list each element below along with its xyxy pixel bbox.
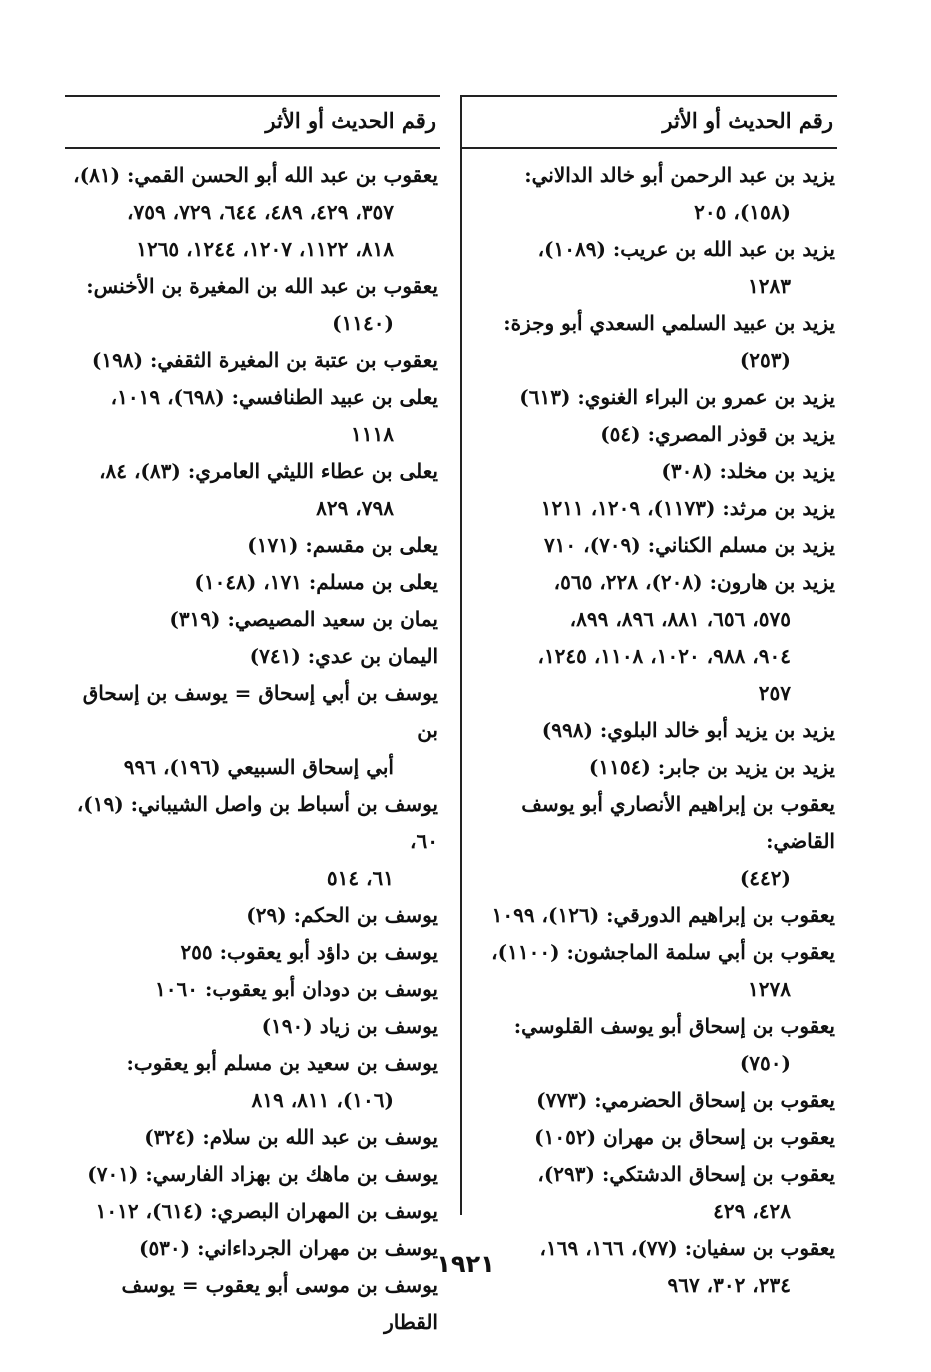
index-entry <box>65 527 440 564</box>
index-entry <box>65 453 440 527</box>
entry-line: يعقوب بن أبي سلمة الماجشون: (١١٠٠)، <box>491 940 835 964</box>
entry-continuation: أبي إسحاق السبيعي (١٩٦)، ٩٩٦ <box>123 755 394 779</box>
entry-line: يوسف بن الحكم: (٢٩) <box>246 903 438 927</box>
index-entry <box>462 490 837 527</box>
index-entry <box>462 897 837 934</box>
entry-continuation: ٧٩٨، ٨٢٩ <box>316 496 394 520</box>
entry-continuation: (٢٥٣) <box>739 348 791 372</box>
entry-line: اليمان بن عدي: (٧٤١) <box>249 644 438 668</box>
entry-line: يعقوب بن عبد الله أبو الحسن القمي: (٨١)، <box>73 163 438 187</box>
entry-line: يزيد بن عبد الرحمن أبو خالد الدالاني: <box>524 163 835 187</box>
entry-line: يعقوب بن إبراهيم الأنصاري أبو يوسف القاضي: <box>521 792 835 853</box>
entry-continuation: ١٢٧٨ <box>748 977 791 1001</box>
entry-continuation: (١٥٨)، ٢٠٥ <box>694 200 791 224</box>
index-entry <box>65 638 440 675</box>
entry-line: يعقوب بن إسحاق أبو يوسف القلوسي: <box>513 1014 835 1038</box>
index-entry <box>65 675 440 786</box>
entry-line: يزيد بن مخلد: (٣٠٨) <box>661 459 835 483</box>
entry-line: يوسف بن داؤد أبو يعقوب: ٢٥٥ <box>180 940 438 964</box>
index-entry <box>65 1045 440 1119</box>
index-entry <box>462 1119 837 1156</box>
index-entry <box>65 1267 440 1341</box>
index-column-right <box>462 95 837 1304</box>
entry-continuation: ٢٥٧ <box>758 681 791 705</box>
entry-line: يوسف بن المهران البصري: (٦١٤)، ١٠١٢ <box>95 1199 438 1223</box>
index-entry <box>462 749 837 786</box>
index-entry <box>462 564 837 712</box>
entry-continuation: ٤٢٨، ٤٢٩ <box>713 1199 791 1223</box>
entry-line: يزيد بن عبيد السلمي السعدي أبو وجزة: <box>503 311 835 335</box>
column-header: رقم الحديث أو الأثر <box>462 95 837 149</box>
entry-line: يوسف بن مهران الجرداءاني: (٥٣٠) <box>138 1236 438 1260</box>
entry-line: يوسف بن أسباط بن واصل الشيباني: (١٩)، ٦٠، <box>76 792 438 853</box>
entry-line: يزيد بن عمرو بن البراء الغنوي: (٦١٣) <box>519 385 835 409</box>
index-entry <box>65 971 440 1008</box>
index-entry <box>65 601 440 638</box>
entry-line: يعقوب بن إسحاق الحضرمي: (٧٧٣) <box>536 1088 835 1112</box>
index-entry <box>65 1008 440 1045</box>
entry-continuation: ٦١، ٥١٤ <box>326 866 394 890</box>
entry-line: يزيد بن مسلم الكناني: (٧٠٩)، ٧١٠ <box>543 533 835 557</box>
index-entry <box>65 1156 440 1193</box>
entry-line: يعقوب بن سفيان: (٧٧)، ١٦٦، ١٦٩، <box>539 1236 835 1260</box>
entry-line: يعلى بن عطاء الليثي العامري: (٨٣)، ٨٤، <box>99 459 438 483</box>
index-entry <box>462 379 837 416</box>
index-entry <box>462 416 837 453</box>
index-entry <box>65 379 440 453</box>
entry-line: يزيد بن عبد الله بن عريب: (١٠٨٩)، <box>537 237 835 261</box>
entry-line: يعقوب بن إسحاق الدشتكي: (٢٩٣)، <box>537 1162 835 1186</box>
index-entry <box>65 897 440 934</box>
entry-line: يوسف بن أبي إسحاق = يوسف بن إسحاق بن <box>82 681 438 742</box>
entry-continuation: ٩٠٤، ٩٨٨، ١٠٢٠، ١١٠٨، ١٢٤٥، <box>537 644 791 668</box>
entry-line: يعقوب بن عبد الله بن المغيرة بن الأخنس: <box>86 274 438 298</box>
entry-line: يزيد بن هارون: (٢٠٨)، ٢٢٨، ٥٦٥، <box>553 570 835 594</box>
index-entry <box>462 453 837 490</box>
entry-line: يوسف بن زياد (١٩٠) <box>261 1014 438 1038</box>
entry-continuation: ٥٧٥، ٦٥٦، ٨٨١، ٨٩٦، ٨٩٩، <box>569 607 791 631</box>
index-entry <box>65 934 440 971</box>
entry-line: يزيد بن يزيد أبو خالد البلوي: (٩٩٨) <box>541 718 835 742</box>
column-header: رقم الحديث أو الأثر <box>65 95 440 149</box>
entry-continuation: (٤٤٢) <box>739 866 791 890</box>
index-entry <box>65 342 440 379</box>
index-entry <box>462 712 837 749</box>
index-entry <box>65 268 440 342</box>
entry-line: يعلى بن مسلم: ١٧١، (١٠٤٨) <box>194 570 438 594</box>
entry-continuation: ١١١٨ <box>351 422 394 446</box>
entry-line: يعلى بن عبيد الطنافسي: (٦٩٨)، ١٠١٩، <box>110 385 438 409</box>
entry-list <box>462 149 837 1304</box>
page-number: ١٩٢١ <box>436 1250 495 1278</box>
index-entry <box>462 1156 837 1230</box>
entry-continuation: (١٠٦)، ٨١١، ٨١٩ <box>251 1088 394 1112</box>
entry-continuation: (٧٥٠) <box>739 1051 791 1075</box>
index-entry <box>65 1193 440 1230</box>
index-entry <box>65 1119 440 1156</box>
index-entry <box>462 1082 837 1119</box>
index-entry <box>462 305 837 379</box>
entry-list <box>65 149 440 1341</box>
entry-line: يمان بن سعيد المصيصي: (٣١٩) <box>169 607 438 631</box>
index-entry <box>462 1008 837 1082</box>
entry-line: يزيد بن يزيد بن جابر: (١١٥٤) <box>588 755 835 779</box>
entry-line: يوسف بن عبد الله بن سلام: (٣٢٤) <box>144 1125 438 1149</box>
entry-line: يزيد بن قوذر المصري: (٥٤) <box>600 422 835 446</box>
index-entry <box>65 786 440 897</box>
entry-line: يعلى بن مقسم: (١٧١) <box>247 533 438 557</box>
index-entry <box>65 564 440 601</box>
entry-continuation: ٨١٨، ١١٢٢، ١٢٠٧، ١٢٤٤، ١٢٦٥ <box>136 237 394 261</box>
entry-continuation: ٢٣٤، ٣٠٢، ٩٦٧ <box>667 1273 791 1297</box>
entry-line: يعقوب بن إبراهيم الدورقي: (١٢٦)، ١٠٩٩ <box>491 903 835 927</box>
index-entry <box>462 527 837 564</box>
index-entry <box>462 231 837 305</box>
entry-line: يوسف بن دودان أبو يعقوب: ١٠٦٠ <box>155 977 438 1001</box>
index-entry <box>462 786 837 897</box>
index-column-left <box>65 95 440 1341</box>
entry-line: يعقوب بن إسحاق بن مهران (١٠٥٢) <box>534 1125 835 1149</box>
entry-line: يزيد بن مرثد: (١١٧٣)، ١٢٠٩، ١٢١١ <box>540 496 835 520</box>
index-entry <box>462 934 837 1008</box>
entry-line: يوسف بن سعيد بن مسلم أبو يعقوب: <box>126 1051 438 1075</box>
entry-continuation: ١٢٨٣ <box>748 274 791 298</box>
entry-continuation: (١١٤٠) <box>332 311 394 335</box>
entry-continuation: ٣٥٧، ٤٢٩، ٤٨٩، ٦٤٤، ٧٢٩، ٧٥٩، <box>127 200 394 224</box>
entry-line: يوسف بن موسى أبو يعقوب = يوسف القطار <box>121 1273 438 1334</box>
index-entry <box>462 157 837 231</box>
entry-line: يعقوب بن عتبة بن المغيرة الثقفي: (١٩٨) <box>91 348 438 372</box>
index-entry <box>65 157 440 268</box>
entry-line: يوسف بن ماهك بن بهزاد الفارسي: (٧٠١) <box>87 1162 438 1186</box>
